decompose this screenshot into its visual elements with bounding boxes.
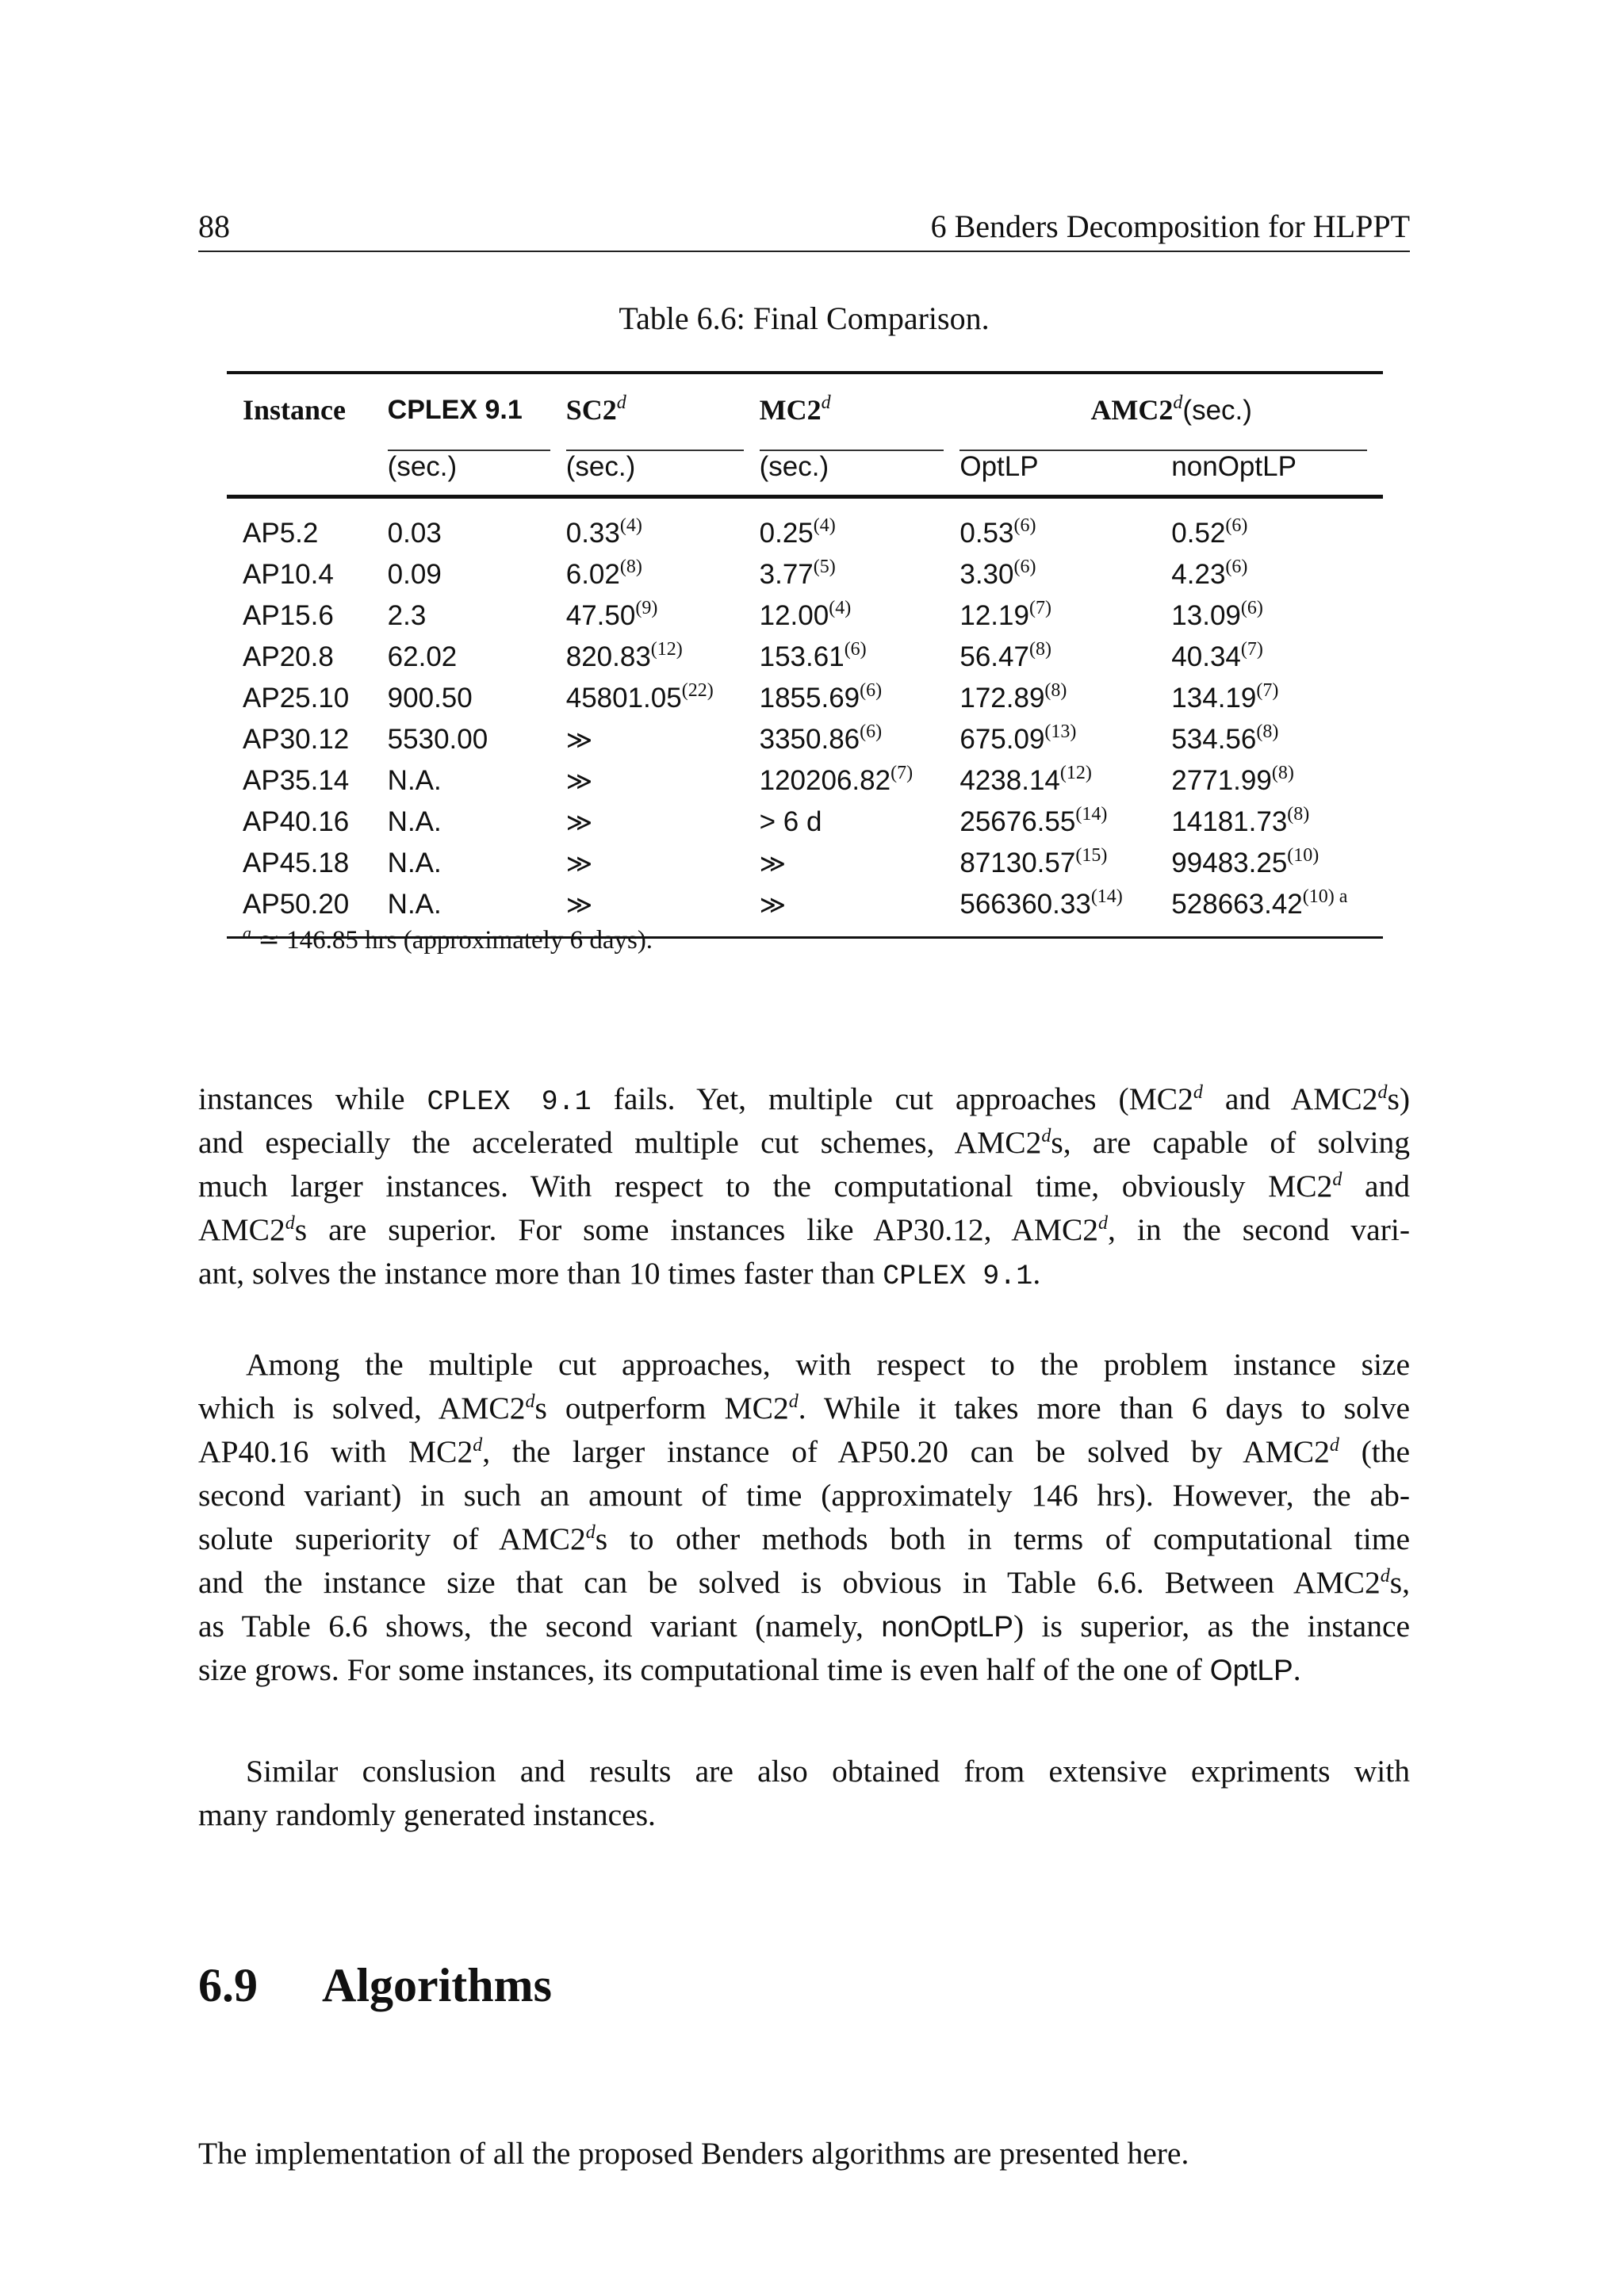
cell-sc2d: 0.33$^{(4)}$	[565, 515, 642, 549]
cell-cplex: 0.03	[387, 518, 442, 549]
table-row	[227, 497, 1383, 555]
table-row	[227, 678, 1383, 719]
cell-mc2d: 12.00$^{(4)}$	[759, 598, 852, 631]
cell-instance: AP25.10	[243, 683, 350, 714]
cell-sc2d: 45801.05$^{(22)}$	[565, 680, 714, 714]
paragraph-2: Among the multiple cut approaches, with respect to the problem instance size which is solved, AMC2$^d$s outperform MC2$^d$. While it takes more than 6 days to solve AP40.16 with MC2$^d$, the larger instance of AP50.20 can be solved by AMC2$^d$ (the second variant) in such an amount of time (approximately 146 hrs). However, the ab- solute superiority of AMC2$^d$s to other methods both in terms of computational time and the instance size that can be solved is obvious in Table 6.6. Between AMC2$^d$s, as Table 6.6 shows, the second variant (namely, nonOptLP) is superior, as the instance size grows. For some instances, its computational time is even half of the one of OptLP.	[198, 1347, 1411, 1687]
cell-optlp: 0.53$^{(6)}$	[959, 515, 1036, 549]
cell-sc2d: ≫	[565, 890, 593, 920]
cell-sc2d: ≫	[565, 807, 593, 837]
running-header	[198, 208, 1410, 252]
cell-optlp: 4238.14$^{(12)}$	[959, 763, 1092, 796]
chapter-title: 6 Benders Decomposition for HLPPT	[930, 209, 1410, 244]
header-nonoptlp: nonOptLP	[1155, 438, 1383, 497]
cell-instance: AP30.12	[243, 724, 350, 755]
header-sc2d: SC2$^d$	[565, 392, 626, 426]
header-mc2d-unit: (sec.)	[744, 438, 944, 497]
cell-optlp: 87130.57$^{(15)}$	[959, 845, 1108, 878]
table-row	[227, 843, 1383, 884]
cell-cplex: 62.02	[387, 641, 458, 672]
paragraph-1: instances while CPLEX 9.1 fails. Yet, multiple cut approaches (MC2$^d$ and AMC2$^d$s) and especially the accelerated multiple cut schemes, AMC2$^d$s, are capable of solving much larger instances. With respect to the computational time, obviously MC2$^d$ and AMC2$^d$s are superior. For some instances like AP30.12, AMC2$^d$, in the second vari- ant, solves the instance more than 10 times faster than CPLEX 9.1.	[198, 1081, 1411, 1292]
table-caption: Table 6.6: Final Comparison.	[619, 300, 990, 336]
cell-nonoptlp: 2771.99$^{(8)}$	[1171, 763, 1294, 796]
paragraph-3: Similar conslusion and results are also obtained from extensive expriments with many randomly generated instances.	[198, 1754, 1410, 1832]
cell-instance: AP45.18	[243, 848, 350, 878]
cell-mc2d: 3350.86$^{(6)}$	[759, 721, 883, 755]
cell-mc2d: ≫	[759, 890, 787, 920]
table-row	[227, 760, 1383, 802]
cell-cplex: N.A.	[387, 806, 442, 837]
table-row	[227, 595, 1383, 637]
header-cplex: CPLEX 9.1	[387, 395, 523, 425]
section-heading: 6.9 Algorithms	[198, 1959, 552, 2011]
header-instance: Instance	[243, 394, 347, 426]
cell-sc2d: ≫	[565, 848, 593, 878]
cell-optlp: 566360.33$^{(14)}$	[959, 886, 1123, 920]
cell-optlp: 3.30$^{(6)}$	[959, 557, 1036, 590]
cell-optlp: 25676.55$^{(14)}$	[959, 804, 1108, 837]
comparison-table	[227, 371, 1383, 939]
cell-cplex: 5530.00	[387, 724, 488, 755]
cell-instance: AP15.6	[243, 600, 334, 631]
cell-sc2d: 6.02$^{(8)}$	[565, 557, 642, 590]
cell-instance: AP35.14	[243, 765, 350, 796]
cell-sc2d: ≫	[565, 725, 593, 755]
table-row	[227, 802, 1383, 843]
cell-sc2d: 820.83$^{(12)}$	[565, 639, 683, 672]
cell-optlp: 12.19$^{(7)}$	[959, 598, 1051, 631]
cell-cplex: N.A.	[387, 765, 442, 796]
header-optlp: OptLP	[944, 438, 1155, 497]
cell-optlp: 56.47$^{(8)}$	[959, 639, 1051, 672]
header-mc2d: MC2$^d$	[759, 392, 831, 426]
cell-nonoptlp: 13.09$^{(6)}$	[1171, 598, 1263, 631]
cell-nonoptlp: 134.19$^{(7)}$	[1171, 680, 1279, 714]
table-row	[227, 637, 1383, 678]
cell-cplex: 2.3	[387, 600, 427, 631]
header-amc2d: AMC2$^d$(sec.)	[1090, 392, 1252, 426]
cell-nonoptlp: 99483.25$^{(10)}$	[1171, 845, 1320, 878]
page-number: 88	[198, 209, 230, 244]
cell-nonoptlp: $528663.42^{(10) a}$	[1171, 886, 1348, 920]
cell-instance: AP5.2	[243, 518, 319, 549]
cell-nonoptlp: 4.23$^{(6)}$	[1171, 557, 1248, 590]
cell-cplex: 0.09	[387, 559, 442, 590]
cell-mc2d: 1855.69$^{(6)}$	[759, 680, 883, 714]
table-row	[227, 719, 1383, 760]
cell-sc2d: ≫	[565, 766, 593, 796]
cell-mc2d: ≫	[759, 848, 787, 878]
cell-mc2d: 3.77$^{(5)}$	[759, 557, 836, 590]
table-footnote: $^a$ ≃ 146.85 hrs (approximately 6 days).	[243, 923, 653, 955]
cell-instance: AP20.8	[243, 641, 334, 672]
cell-cplex: 900.50	[387, 683, 473, 714]
cell-nonoptlp: 40.34$^{(7)}$	[1171, 639, 1263, 672]
cell-instance: AP50.20	[243, 889, 350, 920]
cell-sc2d: 47.50$^{(9)}$	[565, 598, 658, 631]
header-cplex-unit: (sec.)	[372, 438, 550, 497]
cell-instance: AP40.16	[243, 806, 350, 837]
header-sc2d-unit: (sec.)	[550, 438, 744, 497]
cell-optlp: 172.89$^{(8)}$	[959, 680, 1067, 714]
cell-cplex: N.A.	[387, 889, 442, 920]
cell-mc2d: 153.61$^{(6)}$	[759, 639, 867, 672]
cell-nonoptlp: 534.56$^{(8)}$	[1171, 721, 1279, 755]
cell-nonoptlp: 0.52$^{(6)}$	[1171, 515, 1248, 549]
cell-optlp: 675.09$^{(13)}$	[959, 721, 1077, 755]
cell-mc2d: 120206.82$^{(7)}$	[759, 763, 914, 796]
cell-mc2d: 0.25$^{(4)}$	[759, 515, 836, 549]
table-body	[227, 497, 1383, 938]
paragraph-4: The implementation of all the proposed Benders algorithms are presented here.	[198, 2136, 1189, 2171]
table-row	[227, 554, 1383, 595]
cell-nonoptlp: 14181.73$^{(8)}$	[1171, 804, 1310, 837]
cell-instance: AP10.4	[243, 559, 334, 590]
cell-cplex: N.A.	[387, 848, 442, 878]
cell-mc2d: > 6 d	[759, 806, 822, 837]
